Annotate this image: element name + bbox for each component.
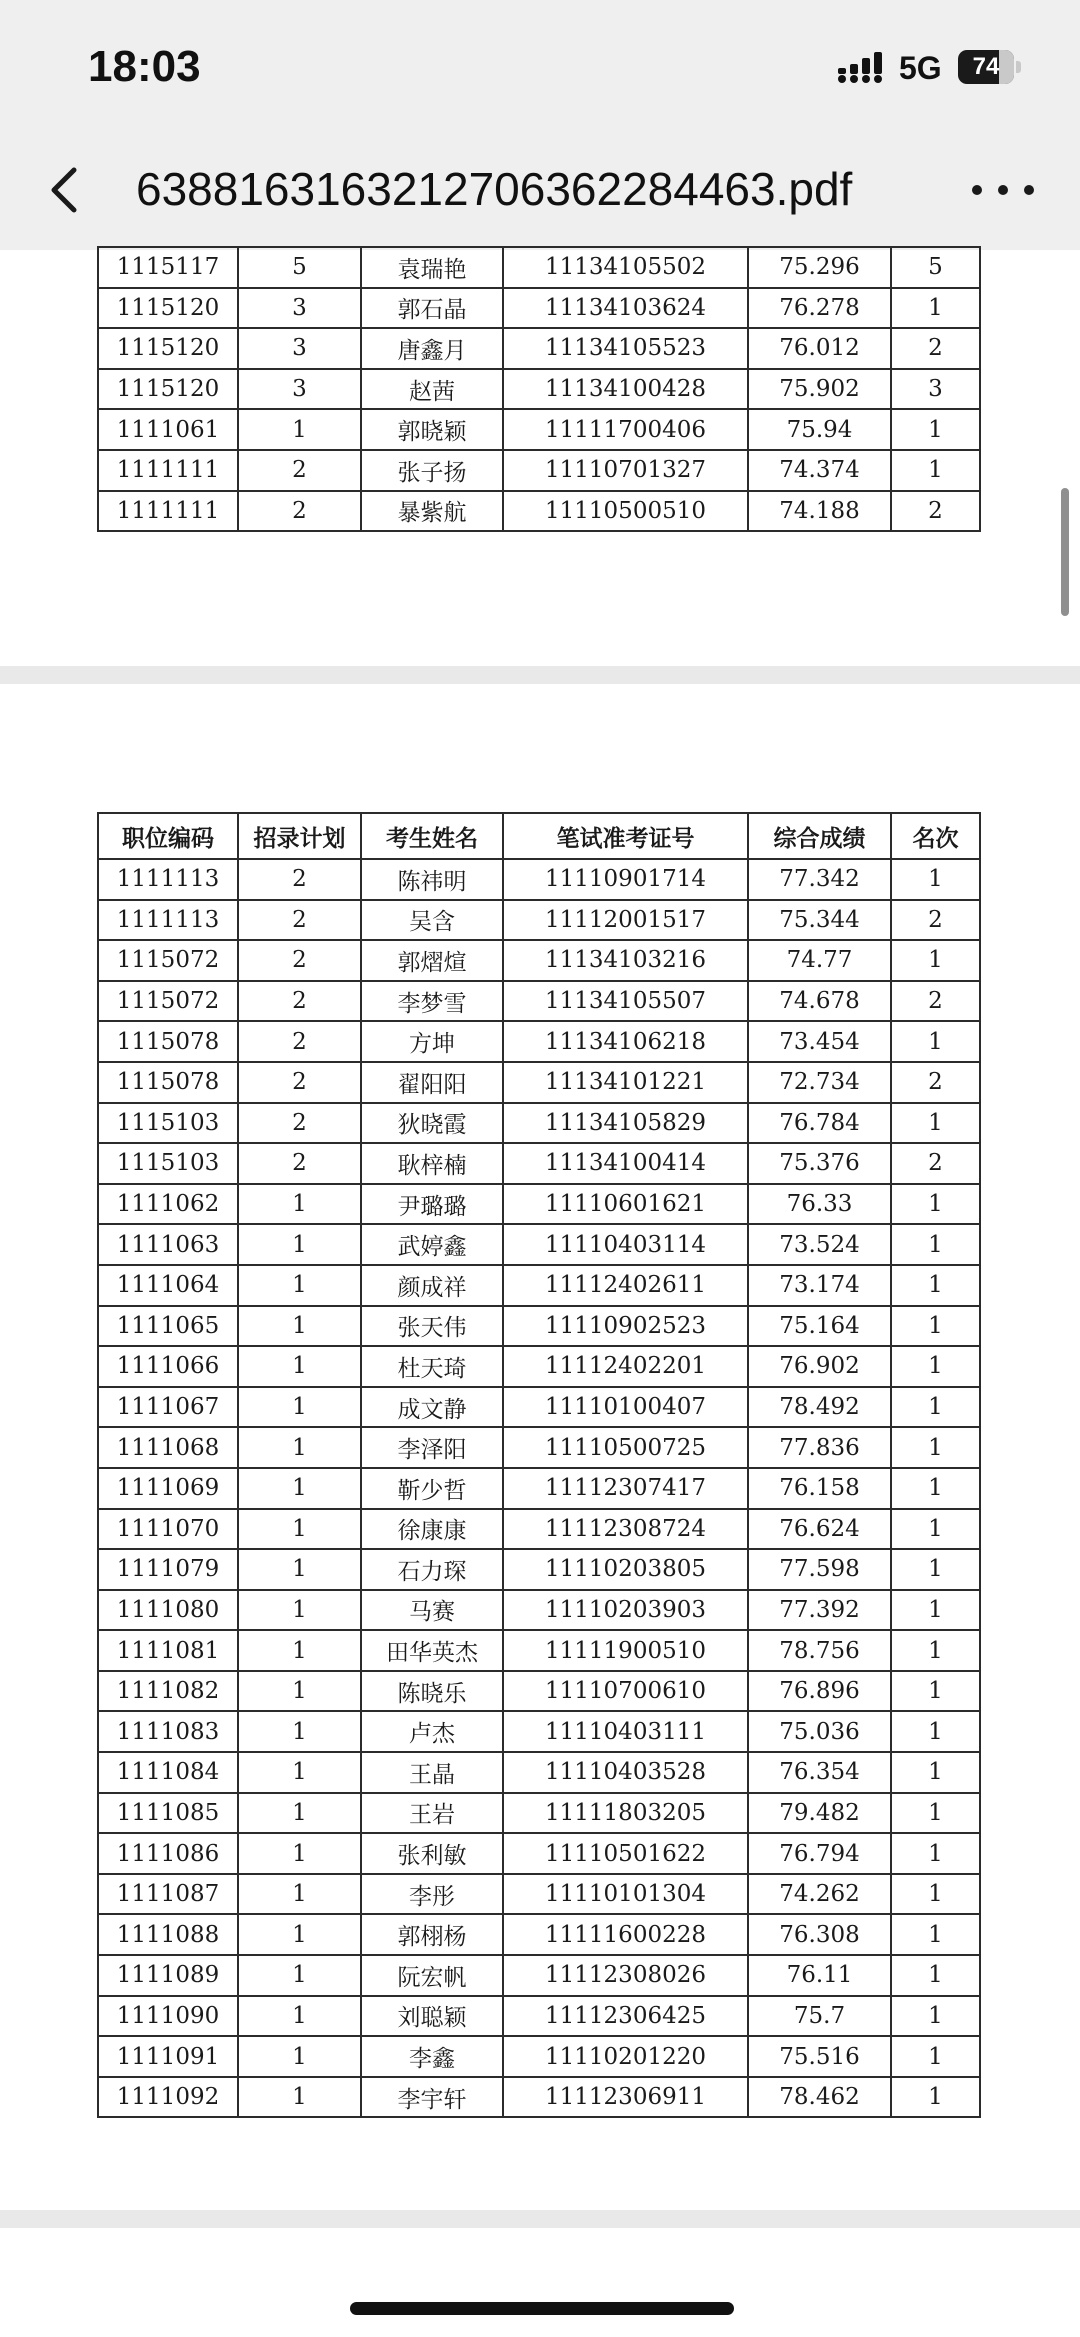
- cell-rank: 1: [891, 1346, 980, 1387]
- cell-candidate-name: 张子扬: [361, 450, 503, 491]
- cell-candidate-name: 郭熠煊: [361, 940, 503, 981]
- table-row: [98, 328, 980, 369]
- table-row: [98, 1427, 980, 1468]
- cell-position-code: 1111070: [98, 1509, 238, 1550]
- cell-position-code: 1111062: [98, 1184, 238, 1225]
- signal-icon: [837, 50, 887, 86]
- cell-candidate-name: 暴紫航: [361, 491, 503, 532]
- cell-candidate-name: 靳少哲: [361, 1468, 503, 1509]
- table-row: [98, 2077, 980, 2118]
- cell-exam-ticket: 11110203903: [503, 1590, 748, 1631]
- cell-rank: 2: [891, 1062, 980, 1103]
- cell-candidate-name: 李泽阳: [361, 1427, 503, 1468]
- cell-hiring-plan: 1: [238, 2036, 361, 2077]
- cell-position-code: 1111087: [98, 1874, 238, 1915]
- cell-rank: 1: [891, 1468, 980, 1509]
- cell-hiring-plan: 1: [238, 1387, 361, 1428]
- cell-position-code: 1115120: [98, 288, 238, 329]
- cell-total-score: 75.164: [748, 1306, 891, 1347]
- cell-position-code: 1115120: [98, 328, 238, 369]
- table-row: [98, 1224, 980, 1265]
- cell-hiring-plan: 1: [238, 1996, 361, 2037]
- cell-total-score: 77.392: [748, 1590, 891, 1631]
- cell-total-score: 76.158: [748, 1468, 891, 1509]
- cell-rank: 1: [891, 1590, 980, 1631]
- cell-exam-ticket: 11110403114: [503, 1224, 748, 1265]
- cell-total-score: 78.756: [748, 1630, 891, 1671]
- cell-position-code: 1111113: [98, 900, 238, 941]
- cell-total-score: 74.188: [748, 491, 891, 532]
- cell-exam-ticket: 11134105507: [503, 981, 748, 1022]
- cell-position-code: 1111082: [98, 1671, 238, 1712]
- table-row: [98, 1509, 980, 1550]
- cell-hiring-plan: 1: [238, 1833, 361, 1874]
- cell-hiring-plan: 2: [238, 859, 361, 900]
- battery-percent: 74: [972, 53, 1000, 80]
- cell-hiring-plan: 2: [238, 981, 361, 1022]
- header-rank: 名次: [891, 813, 980, 859]
- cell-candidate-name: 武婷鑫: [361, 1224, 503, 1265]
- cell-candidate-name: 狄晓霞: [361, 1103, 503, 1144]
- cell-total-score: 76.624: [748, 1509, 891, 1550]
- cell-position-code: 1115078: [98, 1062, 238, 1103]
- cell-position-code: 1111088: [98, 1914, 238, 1955]
- cell-rank: 2: [891, 491, 980, 532]
- cell-hiring-plan: 2: [238, 491, 361, 532]
- header-exam-ticket: 笔试准考证号: [503, 813, 748, 859]
- cell-position-code: 1111083: [98, 1711, 238, 1752]
- more-dots-icon[interactable]: [968, 170, 1038, 210]
- cell-exam-ticket: 11112306911: [503, 2077, 748, 2118]
- cell-total-score: 76.11: [748, 1955, 891, 1996]
- table-row: [98, 1143, 980, 1184]
- table-row: [98, 940, 980, 981]
- table-row: [98, 1914, 980, 1955]
- pdf-page-current: [0, 684, 1080, 2210]
- cell-hiring-plan: 1: [238, 1590, 361, 1631]
- scrollbar[interactable]: [1061, 488, 1069, 616]
- table-row: [98, 859, 980, 900]
- cell-rank: 1: [891, 1955, 980, 1996]
- cell-total-score: 75.902: [748, 369, 891, 410]
- header-total-score: 综合成绩: [748, 813, 891, 859]
- cell-rank: 1: [891, 1752, 980, 1793]
- cell-position-code: 1111068: [98, 1427, 238, 1468]
- cell-exam-ticket: 11110501622: [503, 1833, 748, 1874]
- cell-rank: 1: [891, 1914, 980, 1955]
- table-row: [98, 1711, 980, 1752]
- cell-exam-ticket: 11134101221: [503, 1062, 748, 1103]
- cell-position-code: 1111069: [98, 1468, 238, 1509]
- table-row: [98, 247, 980, 288]
- cell-position-code: 1111086: [98, 1833, 238, 1874]
- cell-candidate-name: 郭栩杨: [361, 1914, 503, 1955]
- cell-total-score: 77.342: [748, 859, 891, 900]
- cell-candidate-name: 田华英杰: [361, 1630, 503, 1671]
- cell-hiring-plan: 2: [238, 940, 361, 981]
- cell-exam-ticket: 11110101304: [503, 1874, 748, 1915]
- cell-total-score: 75.516: [748, 2036, 891, 2077]
- cell-position-code: 1111113: [98, 859, 238, 900]
- cell-total-score: 76.896: [748, 1671, 891, 1712]
- cell-total-score: 73.174: [748, 1265, 891, 1306]
- cell-exam-ticket: 11110500725: [503, 1427, 748, 1468]
- cell-rank: 1: [891, 288, 980, 329]
- cell-rank: 1: [891, 1671, 980, 1712]
- cell-exam-ticket: 11110601621: [503, 1184, 748, 1225]
- cell-rank: 1: [891, 940, 980, 981]
- table-row: [98, 1306, 980, 1347]
- table-row: [98, 1468, 980, 1509]
- cell-hiring-plan: 1: [238, 1955, 361, 1996]
- cell-candidate-name: 赵茜: [361, 369, 503, 410]
- cell-candidate-name: 翟阳阳: [361, 1062, 503, 1103]
- cell-position-code: 1115117: [98, 247, 238, 288]
- cell-exam-ticket: 11110700610: [503, 1671, 748, 1712]
- cell-candidate-name: 阮宏帆: [361, 1955, 503, 1996]
- score-table-previous: [97, 246, 981, 532]
- cell-hiring-plan: 1: [238, 1468, 361, 1509]
- cell-hiring-plan: 1: [238, 1874, 361, 1915]
- chevron-left-icon[interactable]: [36, 160, 96, 220]
- cell-exam-ticket: 11110701327: [503, 450, 748, 491]
- cell-rank: 1: [891, 1833, 980, 1874]
- cell-hiring-plan: 1: [238, 2077, 361, 2118]
- cell-exam-ticket: 11134103624: [503, 288, 748, 329]
- cell-exam-ticket: 11134100414: [503, 1143, 748, 1184]
- cell-exam-ticket: 11110500510: [503, 491, 748, 532]
- cell-exam-ticket: 11111803205: [503, 1793, 748, 1834]
- cell-position-code: 1111111: [98, 450, 238, 491]
- cell-position-code: 1111066: [98, 1346, 238, 1387]
- cell-exam-ticket: 11112306425: [503, 1996, 748, 2037]
- cell-hiring-plan: 1: [238, 1306, 361, 1347]
- nav-bar: [0, 130, 1080, 250]
- cell-position-code: 1111079: [98, 1549, 238, 1590]
- cell-total-score: 76.012: [748, 328, 891, 369]
- cell-position-code: 1111061: [98, 409, 238, 450]
- cell-candidate-name: 成文静: [361, 1387, 503, 1428]
- cell-candidate-name: 王晶: [361, 1752, 503, 1793]
- table-row: [98, 1184, 980, 1225]
- cell-rank: 1: [891, 859, 980, 900]
- cell-hiring-plan: 1: [238, 1224, 361, 1265]
- cell-rank: 2: [891, 1143, 980, 1184]
- cell-total-score: 74.374: [748, 450, 891, 491]
- cell-exam-ticket: 11112307417: [503, 1468, 748, 1509]
- cell-total-score: 76.308: [748, 1914, 891, 1955]
- cell-exam-ticket: 11112402611: [503, 1265, 748, 1306]
- header-candidate-name: 考生姓名: [361, 813, 503, 859]
- cell-total-score: 76.278: [748, 288, 891, 329]
- cell-rank: 2: [891, 900, 980, 941]
- cell-position-code: 1115078: [98, 1021, 238, 1062]
- cell-rank: 1: [891, 450, 980, 491]
- cell-position-code: 1111111: [98, 491, 238, 532]
- cell-total-score: 74.678: [748, 981, 891, 1022]
- table-row: [98, 900, 980, 941]
- cell-total-score: 73.454: [748, 1021, 891, 1062]
- cell-exam-ticket: 11112308724: [503, 1509, 748, 1550]
- table-row: [98, 1062, 980, 1103]
- table-row: [98, 1103, 980, 1144]
- cell-hiring-plan: 1: [238, 1914, 361, 1955]
- cell-candidate-name: 李鑫: [361, 2036, 503, 2077]
- cell-candidate-name: 袁瑞艳: [361, 247, 503, 288]
- header-hiring-plan: 招录计划: [238, 813, 361, 859]
- cell-exam-ticket: 11112001517: [503, 900, 748, 941]
- cell-exam-ticket: 11112308026: [503, 1955, 748, 1996]
- cell-candidate-name: 郭晓颖: [361, 409, 503, 450]
- cell-rank: 1: [891, 1265, 980, 1306]
- cell-hiring-plan: 3: [238, 369, 361, 410]
- cell-total-score: 72.734: [748, 1062, 891, 1103]
- cell-rank: 1: [891, 1184, 980, 1225]
- pdf-page-next: [0, 2228, 1080, 2337]
- cell-exam-ticket: 11134106218: [503, 1021, 748, 1062]
- cell-rank: 1: [891, 1711, 980, 1752]
- cell-rank: 1: [891, 1306, 980, 1347]
- table-row: [98, 1630, 980, 1671]
- cell-candidate-name: 耿梓楠: [361, 1143, 503, 1184]
- table-header-row: [98, 813, 980, 859]
- cell-candidate-name: 李彤: [361, 1874, 503, 1915]
- table-row: [98, 1549, 980, 1590]
- cell-rank: 1: [891, 1224, 980, 1265]
- cell-total-score: 76.33: [748, 1184, 891, 1225]
- cell-hiring-plan: 2: [238, 1143, 361, 1184]
- cell-position-code: 1111084: [98, 1752, 238, 1793]
- cell-candidate-name: 王岩: [361, 1793, 503, 1834]
- cell-rank: 1: [891, 1103, 980, 1144]
- cell-position-code: 1115103: [98, 1143, 238, 1184]
- cell-hiring-plan: 1: [238, 1793, 361, 1834]
- cell-rank: 1: [891, 2077, 980, 2118]
- cell-candidate-name: 李梦雪: [361, 981, 503, 1022]
- cell-hiring-plan: 1: [238, 1346, 361, 1387]
- cell-hiring-plan: 1: [238, 1265, 361, 1306]
- table-row: [98, 1874, 980, 1915]
- cell-exam-ticket: 11110403111: [503, 1711, 748, 1752]
- cell-position-code: 1111092: [98, 2077, 238, 2118]
- cell-position-code: 1111065: [98, 1306, 238, 1347]
- network-type: 5G: [899, 50, 942, 86]
- cell-total-score: 77.598: [748, 1549, 891, 1590]
- cell-position-code: 1111064: [98, 1265, 238, 1306]
- cell-total-score: 75.296: [748, 247, 891, 288]
- cell-position-code: 1111089: [98, 1955, 238, 1996]
- cell-rank: 1: [891, 1387, 980, 1428]
- more-dot: [972, 185, 982, 195]
- cell-rank: 1: [891, 1021, 980, 1062]
- cell-candidate-name: 石力琛: [361, 1549, 503, 1590]
- cell-exam-ticket: 11134105502: [503, 247, 748, 288]
- table-row: [98, 1346, 980, 1387]
- cell-hiring-plan: 2: [238, 1062, 361, 1103]
- status-time: 18:03: [88, 42, 201, 91]
- cell-exam-ticket: 11110100407: [503, 1387, 748, 1428]
- cell-exam-ticket: 11134105523: [503, 328, 748, 369]
- table-row: [98, 288, 980, 329]
- cell-candidate-name: 徐康康: [361, 1509, 503, 1550]
- cell-candidate-name: 吴含: [361, 900, 503, 941]
- cell-exam-ticket: 11110203805: [503, 1549, 748, 1590]
- table-row: [98, 409, 980, 450]
- cell-candidate-name: 刘聪颖: [361, 1996, 503, 2037]
- table-row: [98, 2036, 980, 2077]
- table-row: [98, 1387, 980, 1428]
- cell-rank: 2: [891, 981, 980, 1022]
- table-row: [98, 1021, 980, 1062]
- cell-exam-ticket: 11110403528: [503, 1752, 748, 1793]
- cell-hiring-plan: 1: [238, 1509, 361, 1550]
- cell-position-code: 1115120: [98, 369, 238, 410]
- score-table: [97, 812, 981, 2118]
- cell-total-score: 79.482: [748, 1793, 891, 1834]
- table-row: [98, 450, 980, 491]
- table-row: [98, 1955, 980, 1996]
- cell-candidate-name: 马赛: [361, 1590, 503, 1631]
- cell-exam-ticket: 11111700406: [503, 409, 748, 450]
- cell-total-score: 77.836: [748, 1427, 891, 1468]
- more-dot: [1024, 185, 1034, 195]
- cell-total-score: 76.902: [748, 1346, 891, 1387]
- cell-hiring-plan: 1: [238, 1184, 361, 1225]
- cell-hiring-plan: 3: [238, 328, 361, 369]
- cell-exam-ticket: 11110902523: [503, 1306, 748, 1347]
- cell-rank: 3: [891, 369, 980, 410]
- cell-total-score: 74.262: [748, 1874, 891, 1915]
- cell-hiring-plan: 2: [238, 900, 361, 941]
- cell-hiring-plan: 1: [238, 1752, 361, 1793]
- pdf-page-previous: [0, 250, 1080, 666]
- cell-candidate-name: 尹璐璐: [361, 1184, 503, 1225]
- cell-total-score: 75.94: [748, 409, 891, 450]
- cell-total-score: 74.77: [748, 940, 891, 981]
- cell-position-code: 1111067: [98, 1387, 238, 1428]
- cell-rank: 5: [891, 247, 980, 288]
- cell-hiring-plan: 1: [238, 1711, 361, 1752]
- table-row: [98, 1833, 980, 1874]
- cell-exam-ticket: 11134105829: [503, 1103, 748, 1144]
- cell-rank: 1: [891, 1549, 980, 1590]
- cell-position-code: 1111091: [98, 2036, 238, 2077]
- cell-position-code: 1115072: [98, 981, 238, 1022]
- home-indicator[interactable]: [350, 2302, 734, 2315]
- cell-candidate-name: 颜成祥: [361, 1265, 503, 1306]
- cell-position-code: 1111080: [98, 1590, 238, 1631]
- cell-total-score: 73.524: [748, 1224, 891, 1265]
- table-row: [98, 491, 980, 532]
- header-position-code: 职位编码: [98, 813, 238, 859]
- cell-position-code: 1111090: [98, 1996, 238, 2037]
- cell-candidate-name: 方坤: [361, 1021, 503, 1062]
- cell-exam-ticket: 11110201220: [503, 2036, 748, 2077]
- cell-exam-ticket: 11110901714: [503, 859, 748, 900]
- cell-total-score: 75.036: [748, 1711, 891, 1752]
- table-row: [98, 369, 980, 410]
- battery-icon: [958, 50, 1024, 84]
- cell-rank: 1: [891, 2036, 980, 2077]
- table-row: [98, 1590, 980, 1631]
- cell-rank: 1: [891, 1874, 980, 1915]
- table-row: [98, 981, 980, 1022]
- cell-hiring-plan: 5: [238, 247, 361, 288]
- cell-position-code: 1111081: [98, 1630, 238, 1671]
- cell-position-code: 1115103: [98, 1103, 238, 1144]
- cell-total-score: 76.794: [748, 1833, 891, 1874]
- cell-rank: 1: [891, 1630, 980, 1671]
- cell-total-score: 75.7: [748, 1996, 891, 2037]
- cell-hiring-plan: 1: [238, 1630, 361, 1671]
- cell-exam-ticket: 11111600228: [503, 1914, 748, 1955]
- cell-position-code: 1111063: [98, 1224, 238, 1265]
- status-bar: [0, 0, 1080, 130]
- table-row: [98, 1752, 980, 1793]
- cell-hiring-plan: 3: [238, 288, 361, 329]
- cell-candidate-name: 卢杰: [361, 1711, 503, 1752]
- cell-hiring-plan: 1: [238, 1549, 361, 1590]
- cell-hiring-plan: 1: [238, 1671, 361, 1712]
- cell-candidate-name: 唐鑫月: [361, 328, 503, 369]
- cell-rank: 1: [891, 1509, 980, 1550]
- cell-hiring-plan: 1: [238, 1427, 361, 1468]
- cell-hiring-plan: 1: [238, 409, 361, 450]
- more-dot: [998, 185, 1008, 195]
- table-row: [98, 1671, 980, 1712]
- cell-total-score: 78.492: [748, 1387, 891, 1428]
- table-row: [98, 1265, 980, 1306]
- cell-total-score: 78.462: [748, 2077, 891, 2118]
- cell-position-code: 1115072: [98, 940, 238, 981]
- cell-hiring-plan: 2: [238, 1103, 361, 1144]
- cell-total-score: 75.344: [748, 900, 891, 941]
- battery-cap: [1016, 61, 1021, 73]
- cell-rank: 1: [891, 1996, 980, 2037]
- score-table-body: [98, 859, 980, 2117]
- cell-position-code: 1111085: [98, 1793, 238, 1834]
- cell-hiring-plan: 2: [238, 1021, 361, 1062]
- table-row: [98, 1793, 980, 1834]
- cell-candidate-name: 杜天琦: [361, 1346, 503, 1387]
- cell-candidate-name: 郭石晶: [361, 288, 503, 329]
- cell-rank: 1: [891, 409, 980, 450]
- cell-rank: 1: [891, 1427, 980, 1468]
- cell-exam-ticket: 11134100428: [503, 369, 748, 410]
- cell-total-score: 75.376: [748, 1143, 891, 1184]
- cell-rank: 2: [891, 328, 980, 369]
- cell-candidate-name: 陈晓乐: [361, 1671, 503, 1712]
- cell-exam-ticket: 11134103216: [503, 940, 748, 981]
- cell-exam-ticket: 11112402201: [503, 1346, 748, 1387]
- cell-hiring-plan: 2: [238, 450, 361, 491]
- cell-candidate-name: 张天伟: [361, 1306, 503, 1347]
- cell-candidate-name: 张利敏: [361, 1833, 503, 1874]
- cell-candidate-name: 李宇轩: [361, 2077, 503, 2118]
- score-table-body: [98, 247, 980, 531]
- battery-body: [958, 50, 1014, 84]
- cell-rank: 1: [891, 1793, 980, 1834]
- cell-candidate-name: 陈祎明: [361, 859, 503, 900]
- cell-total-score: 76.784: [748, 1103, 891, 1144]
- cell-exam-ticket: 11111900510: [503, 1630, 748, 1671]
- document-title: 638816316321270636228446​3.pdf: [136, 163, 853, 215]
- cell-total-score: 76.354: [748, 1752, 891, 1793]
- table-row: [98, 1996, 980, 2037]
